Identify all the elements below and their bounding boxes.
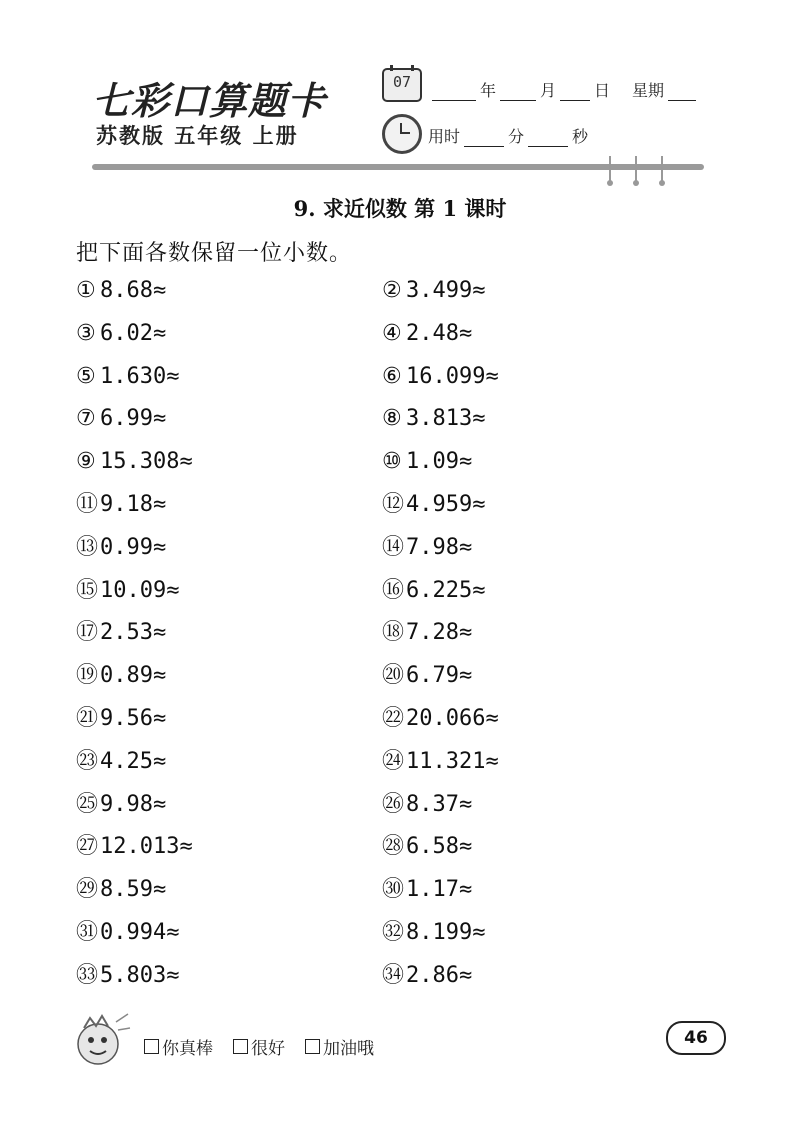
problem-value: 6.225≈ [406,577,486,603]
problem-item[interactable] [76,618,382,661]
edition-label: 苏教版 五年级 上册 [96,124,299,148]
problem-row [76,875,716,918]
problem-value: 7.28≈ [406,620,473,646]
problem-row [76,618,716,661]
problem-item[interactable] [382,404,688,447]
month-label: 月 [540,81,557,100]
problem-number: ⑰ [76,620,99,646]
problem-value: 8.68≈ [100,278,167,303]
problem-value: 0.994≈ [100,919,180,945]
problem-number: ⑱ [382,620,405,646]
problem-row [76,661,716,704]
problem-item[interactable] [382,832,688,875]
problem-row [76,704,716,747]
seconds-blank[interactable] [528,130,568,147]
problem-list [76,276,716,1004]
problem-value: 1.17≈ [406,877,473,903]
rating-checkbox[interactable] [144,1039,159,1054]
problem-value: 9.18≈ [100,491,167,517]
problem-item[interactable] [76,276,382,319]
problem-row [76,490,716,533]
seconds-label: 秒 [572,127,589,146]
problem-number: ㉛ [76,919,99,945]
problem-row [76,404,716,447]
problem-row [76,747,716,790]
problem-value: 10.09≈ [100,577,180,603]
problem-value: 4.25≈ [100,748,167,774]
problem-number: ⑩ [382,449,402,475]
problem-value: 3.499≈ [406,278,486,303]
problem-value: 0.99≈ [100,534,167,560]
problem-number: ① [76,278,96,303]
rating-checkbox[interactable] [233,1039,248,1054]
problem-item[interactable] [382,704,688,747]
divider-pendant [659,156,665,184]
problem-value: 2.53≈ [100,620,167,646]
problem-item[interactable] [76,704,382,747]
problem-item[interactable] [382,961,688,1004]
problem-number: ㉖ [382,791,405,817]
problem-number: ⑮ [76,577,99,603]
problem-number: ㉜ [382,919,405,945]
year-label: 年 [480,81,497,100]
problem-number: ③ [76,320,96,346]
problem-value: 11.321≈ [406,748,499,774]
problem-row [76,918,716,961]
problem-item[interactable] [76,747,382,790]
problem-row [76,276,716,319]
problem-item[interactable] [382,362,688,405]
problem-number: ㉔ [382,748,405,774]
problem-item[interactable] [76,319,382,362]
problem-value: 6.58≈ [406,834,473,860]
problem-number: ⑨ [76,449,96,475]
problem-item[interactable] [382,447,688,490]
problem-number: ⑧ [382,406,402,432]
problem-number: ④ [382,320,402,346]
year-blank[interactable] [432,84,476,101]
problem-value: 0.89≈ [100,663,167,689]
problem-value: 9.56≈ [100,705,167,731]
problem-value: 5.803≈ [100,962,180,988]
problem-number: ⑬ [76,534,99,560]
divider-pendant [607,156,613,184]
problem-number: ⑪ [76,491,99,517]
problem-number: ⑲ [76,663,99,689]
problem-value: 15.308≈ [100,449,193,475]
problem-number: ⑦ [76,406,96,432]
brand-title: 七彩口算题卡 [92,78,327,123]
calendar-number: 07 [392,73,412,91]
minutes-label: 分 [508,127,525,146]
problem-number: ㉘ [382,834,405,860]
problem-number: ⑫ [382,491,405,517]
rating-label: 很好 [251,1039,285,1059]
problem-number: ㉕ [76,791,99,817]
instruction-text: 把下面各数保留一位小数。 [76,241,353,266]
problem-item[interactable] [382,618,688,661]
problem-value: 1.09≈ [406,449,473,475]
problem-value: 3.813≈ [406,406,486,432]
problem-row [76,319,716,362]
problem-item[interactable] [76,447,382,490]
problem-number: ㉑ [76,705,99,731]
problem-value: 4.959≈ [406,491,486,517]
lesson-title: 9. 求近似数 第 1 课时 [293,196,507,221]
problem-item[interactable] [382,747,688,790]
problem-item[interactable] [76,961,382,1004]
problem-value: 7.98≈ [406,534,473,560]
problem-value: 8.59≈ [100,877,167,903]
problem-item[interactable] [76,362,382,405]
problem-item[interactable] [76,918,382,961]
problem-item[interactable] [76,576,382,619]
problem-row [76,832,716,875]
problem-number: ⑯ [382,577,405,603]
rating-checkbox[interactable] [305,1039,320,1054]
problem-row [76,362,716,405]
problem-item[interactable] [76,490,382,533]
problem-value: 1.630≈ [100,363,180,389]
mascot-icon [70,1010,132,1072]
time-label: 用时 [428,127,461,146]
minutes-blank[interactable] [464,130,504,147]
problem-item[interactable] [76,404,382,447]
rating-label: 你真棒 [162,1039,213,1059]
problem-value: 12.013≈ [100,834,193,860]
calendar-icon [382,68,422,102]
problem-item[interactable] [76,533,382,576]
time-fields [428,124,588,147]
problem-value: 2.48≈ [406,320,473,346]
problem-item[interactable] [382,533,688,576]
month-blank[interactable] [500,84,536,101]
problem-value: 8.37≈ [406,791,473,817]
problem-number: ㉗ [76,834,99,860]
problem-value: 2.86≈ [406,962,473,988]
rating-good[interactable] [233,1034,285,1059]
rating-label: 加油哦 [323,1039,374,1059]
day-label: 日 [594,81,611,100]
divider-pendant [633,156,639,184]
problem-number: ㉝ [76,962,99,988]
problem-row [76,790,716,833]
problem-row [76,961,716,1004]
problem-number: ⑭ [382,534,405,560]
problem-value: 6.99≈ [100,406,167,432]
rating-keep-trying[interactable] [305,1034,374,1059]
problem-value: 9.98≈ [100,791,167,817]
problem-row [76,533,716,576]
problem-number: ㉓ [76,748,99,774]
weekday-blank[interactable] [668,84,696,101]
page-number: 46 [666,1021,726,1055]
problem-item[interactable] [76,832,382,875]
problem-number: ㉙ [76,877,99,903]
problem-value: 6.79≈ [406,663,473,689]
problem-number: ㉚ [382,877,405,903]
problem-item[interactable] [382,490,688,533]
problem-number: ⑤ [76,363,96,389]
problem-value: 16.099≈ [406,363,499,389]
problem-value: 8.199≈ [406,919,486,945]
problem-item[interactable] [76,790,382,833]
problem-number: ㉒ [382,705,405,731]
problem-number: ㉞ [382,962,405,988]
clock-icon [382,114,422,154]
problem-value: 6.02≈ [100,320,167,346]
problem-item[interactable] [382,319,688,362]
rating-excellent[interactable] [144,1034,213,1059]
day-blank[interactable] [560,84,590,101]
problem-item[interactable] [382,918,688,961]
problem-number: ② [382,278,402,303]
problem-number: ⑥ [382,363,402,389]
problem-item[interactable] [76,661,382,704]
problem-item[interactable] [76,875,382,918]
problem-value: 20.066≈ [406,705,499,731]
problem-number: ⑳ [382,663,405,689]
problem-row [76,576,716,619]
problem-item[interactable] [382,790,688,833]
problem-item[interactable] [382,661,688,704]
problem-item[interactable] [382,276,688,319]
problem-item[interactable] [382,875,688,918]
problem-row [76,447,716,490]
date-fields [428,78,700,101]
problem-item[interactable] [382,576,688,619]
weekday-label: 星期 [632,81,665,100]
